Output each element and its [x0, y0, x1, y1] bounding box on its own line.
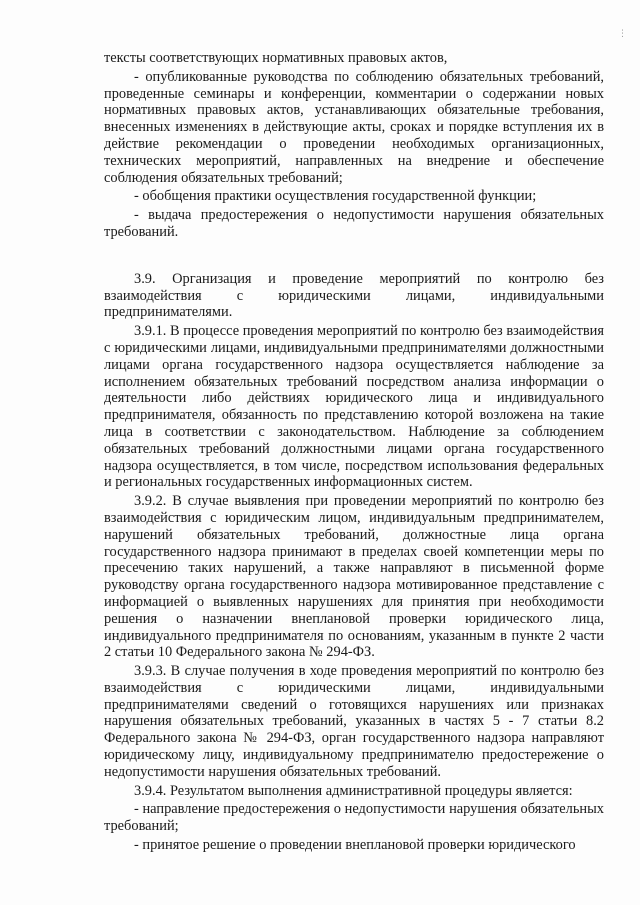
paragraph-p1: тексты соответствующих нормативных правовых актов, — [104, 50, 448, 66]
paragraph-p4: - выдача предостережения о недопустимости нарушения обязательных требований. — [104, 207, 604, 240]
paragraph-p3: - обобщения практики осуществления государственной функции; — [134, 188, 537, 205]
paragraph-p7: 3.9.2. В случае выявления при проведении мероприятий по контролю без взаимодействия с юридическим лицом, индивидуальным предпринимателем, нарушений обязательных требований, должностные лица органа государственного надзора принимают в пределах своей компетенции меры по пресечению таких нарушений, а также направляют в письменной форме руководству органа государственного надзора мотивированное представление с информацией о выявленных нарушениях для принятия при необходимости решения о назначении внеплановой проверки юридического лица, индивидуального предпринимателя по основаниям, указанным в пункте 2 части 2 статьи 10 Федерального закона № 294-ФЗ. — [104, 493, 604, 661]
paragraph-p8: 3.9.3. В случае получения в ходе проведения мероприятий по контролю без взаимодействия с юридическими лицами, индивидуальными предпринимателями сведений о готовящихся нарушениях или признаках нарушения обязательных требований, указанных в частях 5 - 7 статьи 8.2 Федерального закона № 294-ФЗ, орган государственного надзора направляют юридическому лицу, индивидуальному предпринимателю предостережение о недопустимости нарушения обязательных требований. — [104, 663, 604, 780]
paragraph-p9: 3.9.4. Результатом выполнения административной процедуры является: — [134, 782, 573, 799]
paragraph-p5: 3.9. Организация и проведение мероприятий по контролю без взаимодействия с юридическими лицами, индивидуальными предпринимателями. — [104, 270, 604, 321]
document-body — [104, 50, 604, 856]
paragraph-p2: - опубликованные руководства по соблюдению обязательных требований, проведенные семинары и конференции, комментарии о содержании новых нормативных правовых актов, устанавливающих обязательные требования, внесенных изменениях в действующие акты, сроках и порядке вступления их в действие рекомендации о проведении необходимых организационных, технических мероприятий, направленных на внедрение и обеспечение соблюдения обязательных требований; — [104, 68, 604, 186]
paragraph-p6: 3.9.1. В процессе проведения мероприятий по контролю без взаимодействия с юридическими лицами, индивидуальными предпринимателями должностными лицами органа государственного надзора осуществляется наблюдение за исполнением обязательных требований посредством анализа информации о деятельности либо действиях юридического лица и индивидуального предпринимателя, обязанность по представлению которой возложена на такие лица в соответствии с законодательством. Наблюдение за соблюдением обязательных требований должностными лицами органа государственного надзора осуществляется, в том числе, посредством использования федеральных и региональных государственных информационных систем. — [104, 323, 604, 491]
scan-margin-mark: ⋮ — [618, 29, 627, 39]
paragraph-p10: - направление предостережения о недопустимости нарушения обязательных требований; — [104, 801, 604, 835]
paragraph-gap — [104, 243, 604, 271]
paragraph-p11: - принятое решение о проведении внеплановой проверки юридического — [134, 837, 576, 854]
